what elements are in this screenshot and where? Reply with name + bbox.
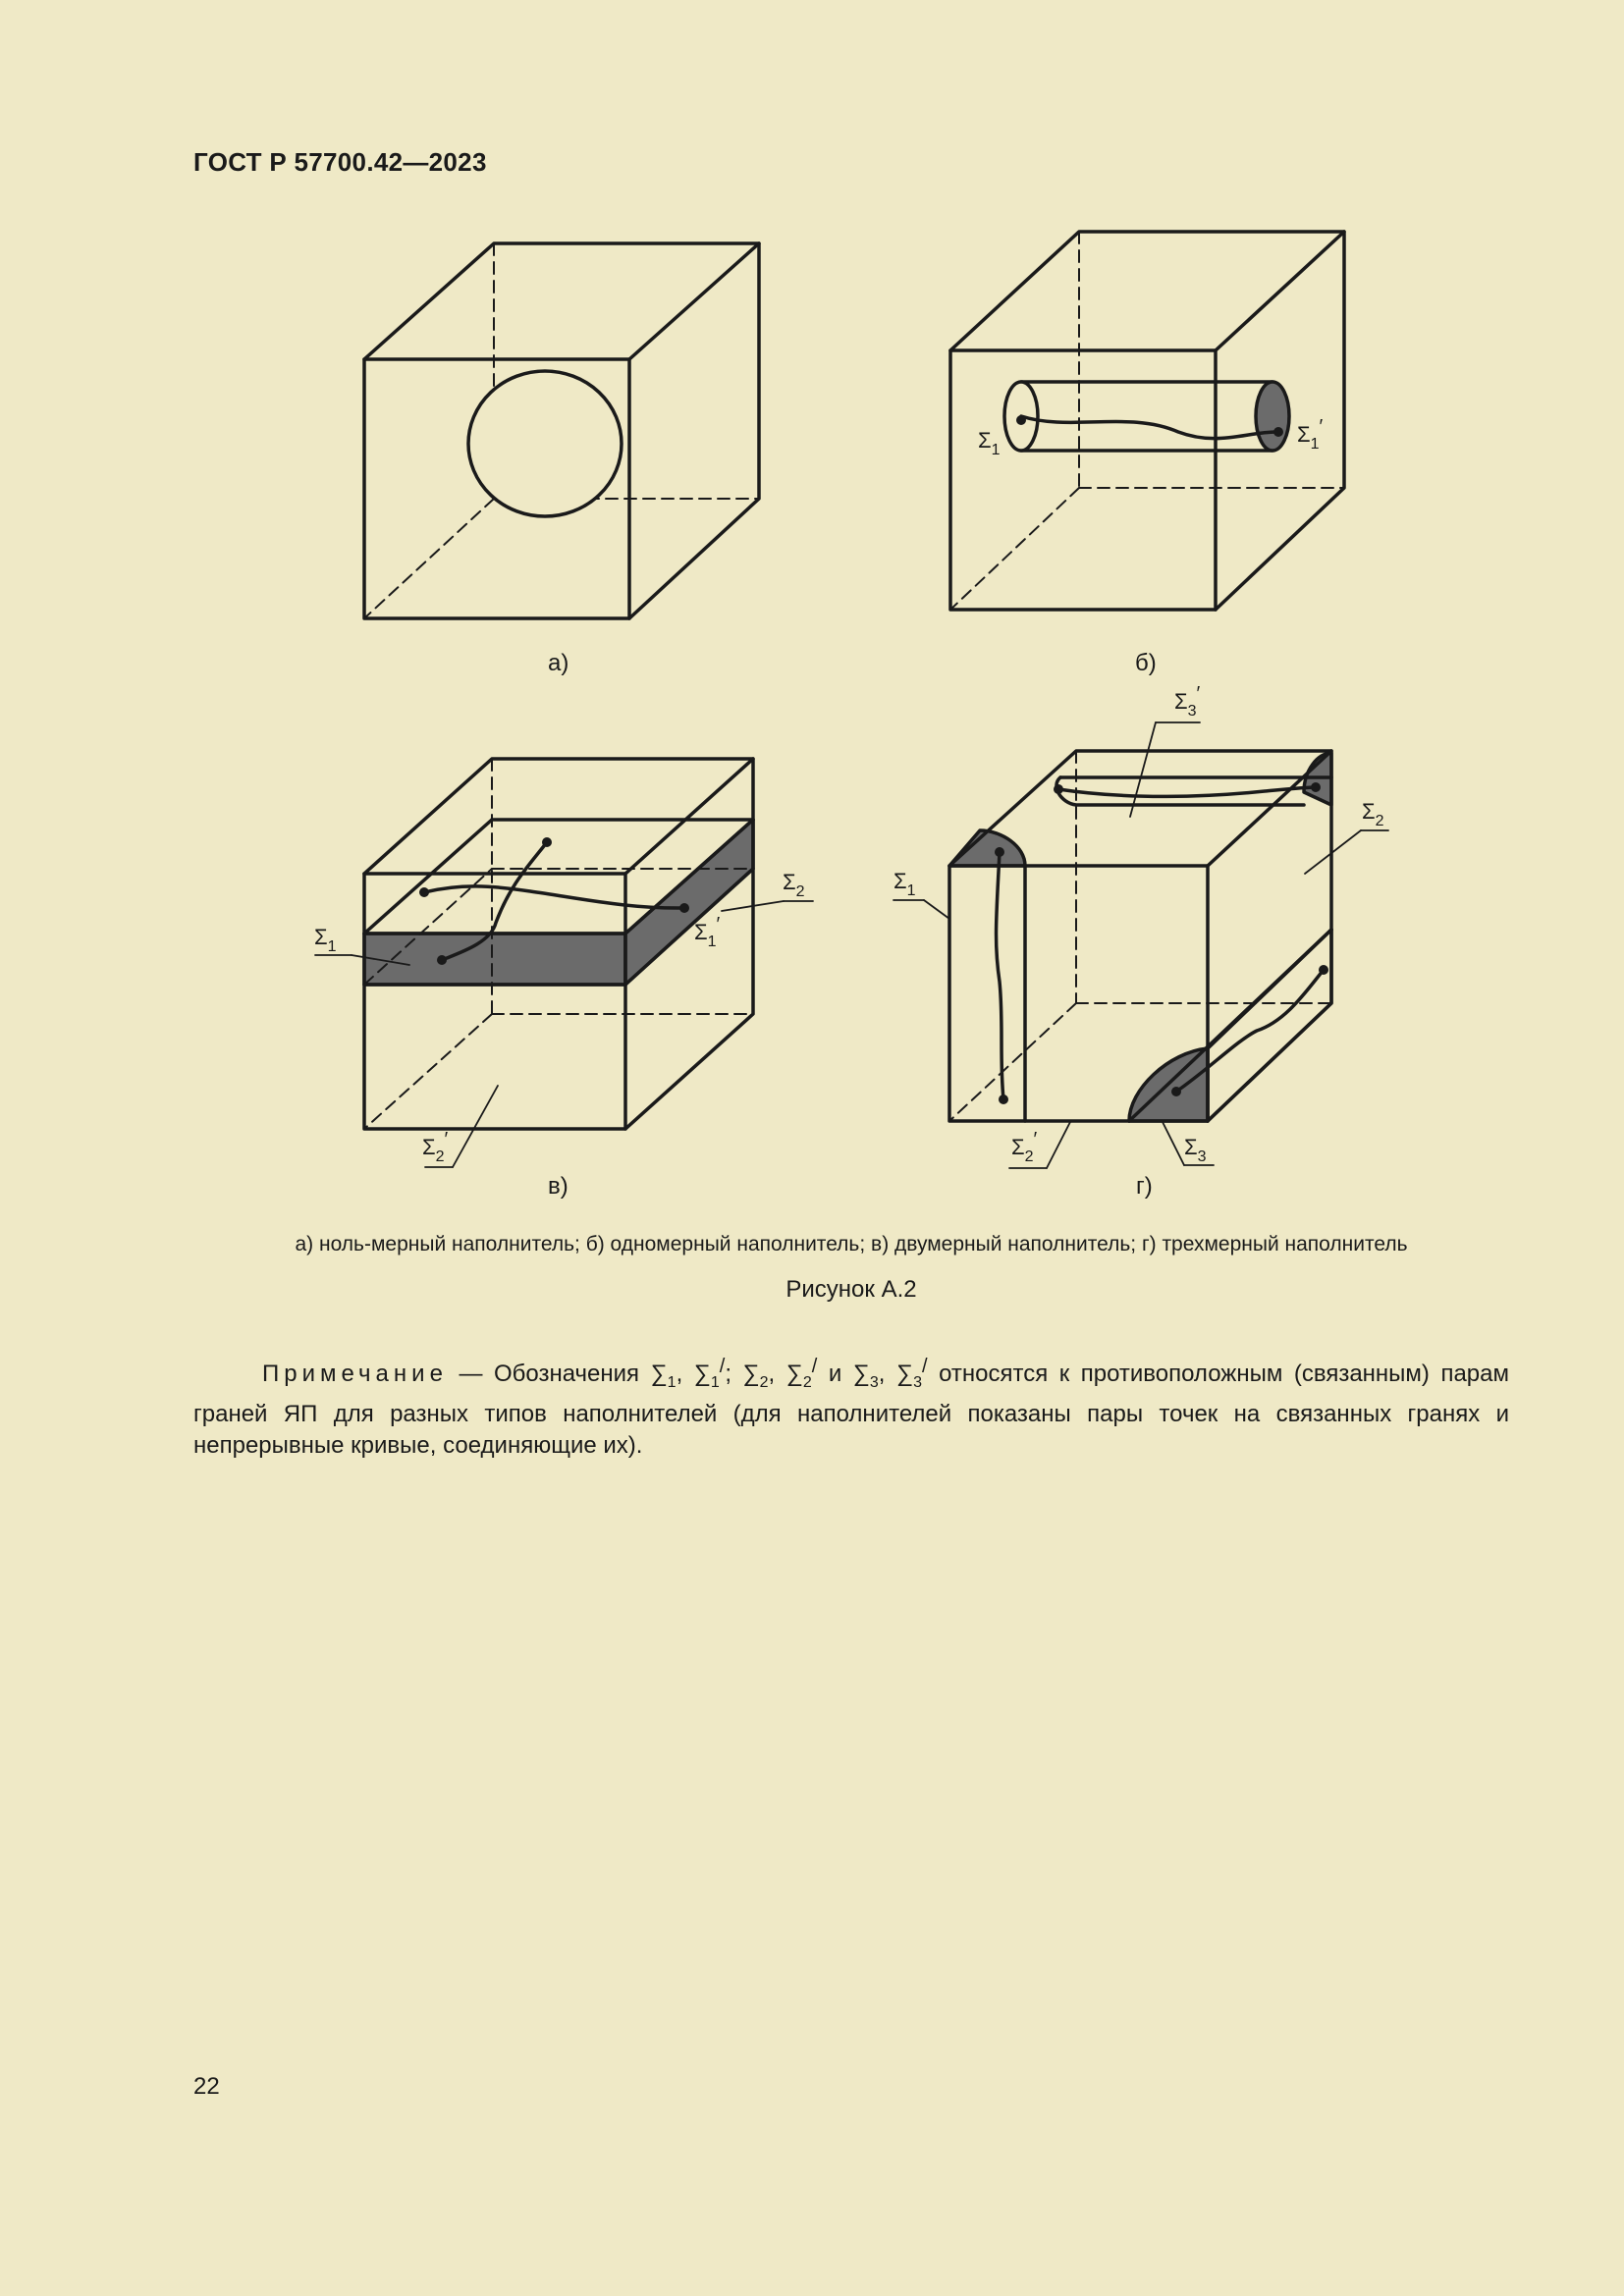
- document-header: ГОСТ Р 57700.42—2023: [193, 147, 487, 177]
- panel-label-a: а): [548, 650, 569, 676]
- page-number: 22: [193, 2073, 220, 2100]
- label-sigma3p-g: $\Sigma_3'$: [1174, 683, 1201, 720]
- label-sigma2-g: $\Sigma_2$: [1362, 799, 1384, 829]
- label-sigma1-v: $\Sigma_1$: [314, 925, 337, 955]
- note-paragraph: Примечание — Обозначения $\sum_1$, $\sum_1^/$; $\sum_2$, $\sum_2^/$ и $\sum_3$, $\sum_3^/$ относятся к противоположным (связанным) парам граней ЯП для разных типов наполнителей (для наполнителей показаны пары точек на связанных гранях и непрерывные кривые, соединяющие их).: [193, 1356, 1509, 1459]
- figure-title: Рисунок А.2: [785, 1276, 917, 1303]
- label-sigma3-g: $\Sigma_3$: [1184, 1135, 1207, 1165]
- panel-label-b: б): [1135, 650, 1157, 676]
- label-sigma2-v: $\Sigma_2$: [783, 870, 805, 900]
- note-lead: Примечание: [262, 1361, 448, 1387]
- figure-caption: а) ноль-мерный наполнитель; б) одномерный наполнитель; в) двумерный наполнитель; г) трехмерный наполнитель: [295, 1233, 1408, 1255]
- panel-b-cube: [950, 232, 1344, 610]
- label-sigma1-b: $\Sigma_1$: [978, 428, 1001, 458]
- label-sigma2p-g: $\Sigma_2'$: [1011, 1129, 1038, 1165]
- label-sigma1p-v: $\Sigma_1'$: [694, 914, 721, 950]
- panel-g-cube: [949, 751, 1331, 1121]
- panel-a-cube: [364, 243, 759, 618]
- note-body: относятся к противоположным (связанным) парам граней ЯП для разных типов наполнителей (для наполнителей показаны пары точек на связанных гранях и непрерывные кривые, соединяющие их).: [193, 1361, 1509, 1459]
- sphere-filler: [468, 371, 622, 516]
- panel-label-g: г): [1136, 1173, 1153, 1200]
- fiber-cylinder: [1021, 382, 1272, 451]
- panel-label-v: в): [548, 1173, 568, 1200]
- label-sigma1p-b: $\Sigma_1'$: [1297, 416, 1324, 453]
- label-sigma2p-v: $\Sigma_2'$: [422, 1129, 449, 1165]
- label-sigma1-g: $\Sigma_1$: [893, 869, 916, 899]
